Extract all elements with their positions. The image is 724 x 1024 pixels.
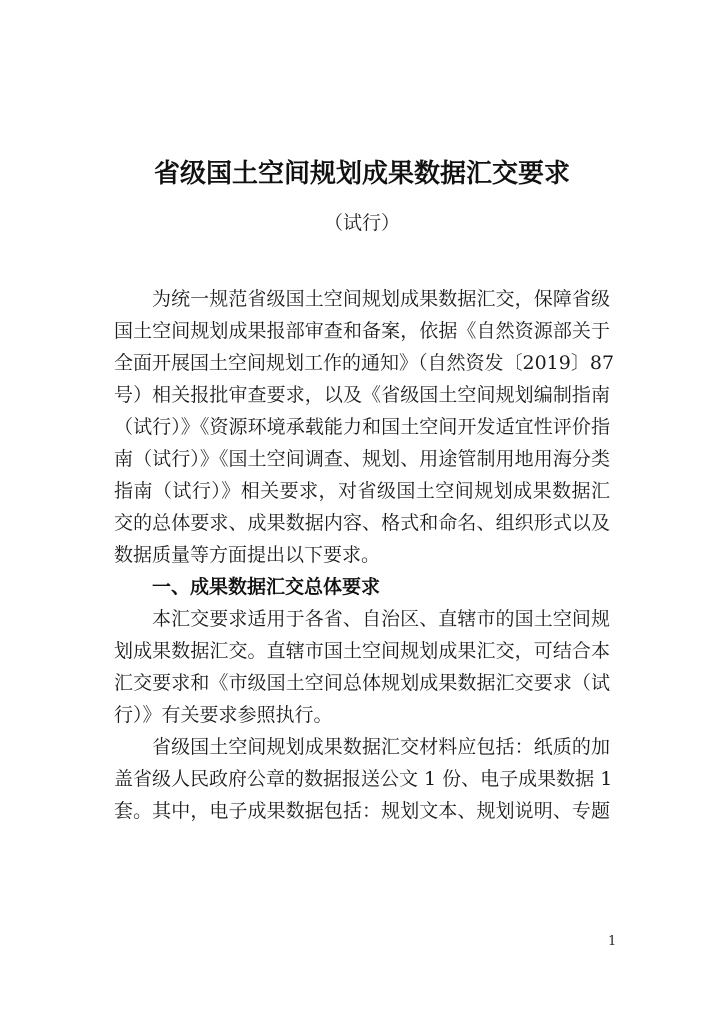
document-subtitle: （试行） xyxy=(323,212,400,234)
intro-line: 交的总体要求、成果数据内容、格式和命名、组织形式以及 xyxy=(114,512,610,534)
section1-para2-line: 套。其中，电子成果数据包括：规划文本、规划说明、专题 xyxy=(114,800,610,822)
intro-line: 国土空间规划成果报部审查和备案，依据《自然资源部关于 xyxy=(114,320,610,342)
intro-line: 号）相关报批审查要求，以及《省级国土空间规划编制指南 xyxy=(114,384,610,406)
intro-line: 南（试行）》《国土空间调查、规划、用途管制用地用海分类 xyxy=(114,448,610,470)
section1-para1-line: 汇交要求和《市级国土空间总体规划成果数据汇交要求（试 xyxy=(114,672,610,694)
section1-para1-line: 划成果数据汇交。直辖市国土空间规划成果汇交，可结合本 xyxy=(114,640,610,662)
page-number: 1 xyxy=(608,934,617,949)
intro-line: 全面开展国土空间规划工作的通知》（自然资发〔2019〕87 xyxy=(114,352,615,374)
intro-line: 数据质量等方面提出以下要求。 xyxy=(114,544,381,566)
section1-para1-line: 本汇交要求适用于各省、自治区、直辖市的国土空间规 xyxy=(152,608,610,630)
section1-para2-line: 盖省级人民政府公章的数据报送公文 1 份、电子成果数据 1 xyxy=(114,768,613,790)
document-title: 省级国土空间规划成果数据汇交要求 xyxy=(153,159,570,189)
intro-line: 指南（试行）》相关要求，对省级国土空间规划成果数据汇 xyxy=(114,480,610,502)
intro-line: （试行）》《资源环境承载能力和国土空间开发适宜性评价指 xyxy=(114,416,610,438)
intro-line: 为统一规范省级国土空间规划成果数据汇交，保障省级 xyxy=(152,288,610,310)
section-heading: 一、成果数据汇交总体要求 xyxy=(152,576,381,598)
section1-para1-line: 行）》有关要求参照执行。 xyxy=(114,704,333,726)
section1-para2-line: 省级国土空间规划成果数据汇交材料应包括：纸质的加 xyxy=(152,736,610,758)
